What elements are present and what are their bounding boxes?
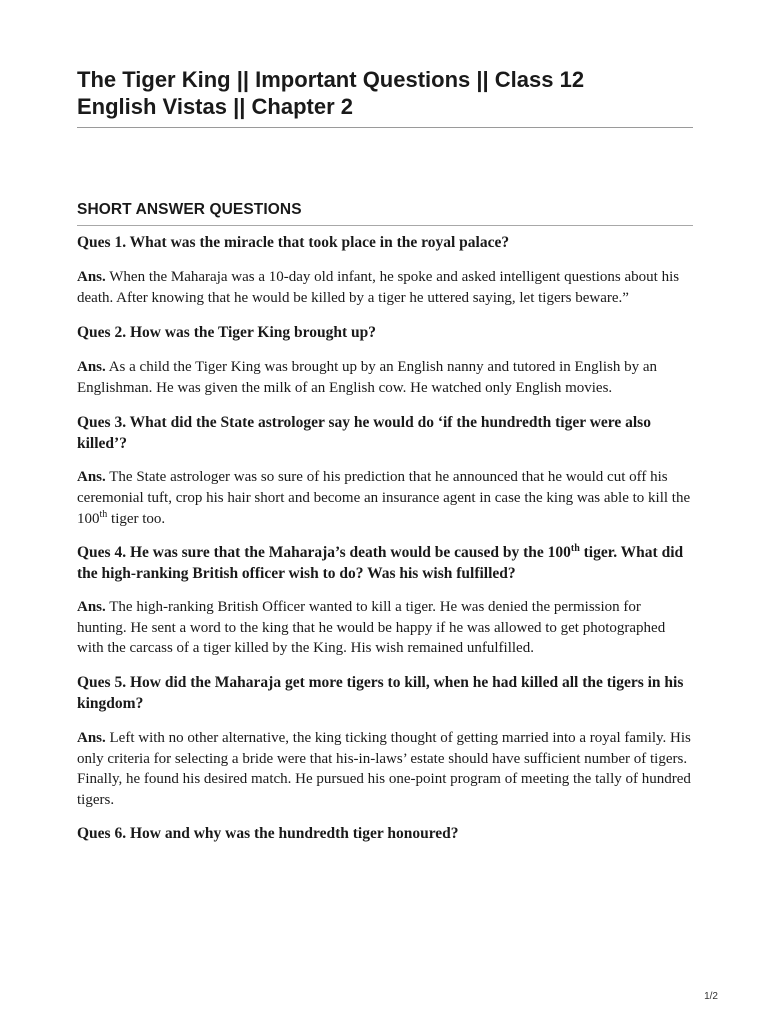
answer-label: Ans. xyxy=(77,269,106,285)
superscript-th: th xyxy=(99,508,108,520)
question-5: Ques 5. How did the Maharaja get more tigers to kill, when he had killed all the tigers in his kingdom? xyxy=(77,673,684,712)
answer-4 xyxy=(77,597,693,659)
title-line-2: English Vistas || Chapter 2 xyxy=(77,94,353,119)
answer-4-text: The high-ranking British Officer wanted to kill a tiger. He was denied the permission for hunting. He sent a word to the king that he would be happy if he was allowed to get photographed with the carcass of a tiger killed by the King. His wish remained unfulfilled. xyxy=(77,599,666,657)
page-number: 1/2 xyxy=(704,991,718,1002)
answer-label: Ans. xyxy=(77,469,106,486)
question-3: Ques 3. What did the State astrologer say he would do ‘if the hundredth tiger were also killed’? xyxy=(77,414,651,453)
question-2: Ques 2. How was the Tiger King brought up? xyxy=(77,324,377,342)
answer-1 xyxy=(77,267,693,308)
answer-5-text: Left with no other alternative, the king ticking thought of getting married into a royal family. His only criteria for selecting a bride were that his-in-laws’ estate should have sufficient number of tigers. Finally, he found his desired match. He pursued his one-point program of meeting the tally of hundred tigers. xyxy=(77,729,691,808)
question-4 xyxy=(77,542,693,584)
question-6: Ques 6. How and why was the hundredth tiger honoured? xyxy=(77,825,459,843)
document-title xyxy=(77,66,693,128)
answer-label: Ans. xyxy=(77,729,106,746)
title-line-1: The Tiger King || Important Questions || Class 12 xyxy=(77,67,585,92)
answer-3 xyxy=(77,467,693,529)
superscript-th: th xyxy=(570,543,580,555)
document-page xyxy=(77,66,693,844)
question-4-text-end: tiger. What did the high-ranking British officer wish to do? Was his wish fulfilled? xyxy=(77,544,684,583)
question-4-text: Ques 4. He was sure that the Maharaja’s death would be caused by the 100 xyxy=(77,544,571,562)
qa-list xyxy=(77,232,693,844)
section-heading: SHORT ANSWER QUESTIONS xyxy=(77,201,693,226)
answer-3-text-end: tiger too. xyxy=(107,510,166,527)
answer-3-text: The State astrologer was so sure of his prediction that he announced that he would cut off his ceremonial tuft, crop his hair short and become an insurance agent in case the king was able to kill the 100 xyxy=(77,469,691,527)
answer-2-text: As a child the Tiger King was brought up by an English nanny and tutored in English by an Englishman. He was given the milk of an English cow. He watched only English movies. xyxy=(77,359,657,396)
answer-2 xyxy=(77,357,693,398)
answer-5 xyxy=(77,728,693,810)
answer-label: Ans. xyxy=(77,359,106,376)
answer-label: Ans. xyxy=(77,599,106,616)
answer-1-text: When the Maharaja was a 10-day old infant, he spoke and asked intelligent questions about his death. After knowing that he would be killed by a tiger he uttered saying, let tigers beware.” xyxy=(77,269,680,306)
question-1: Ques 1. What was the miracle that took place in the royal palace? xyxy=(77,234,510,251)
